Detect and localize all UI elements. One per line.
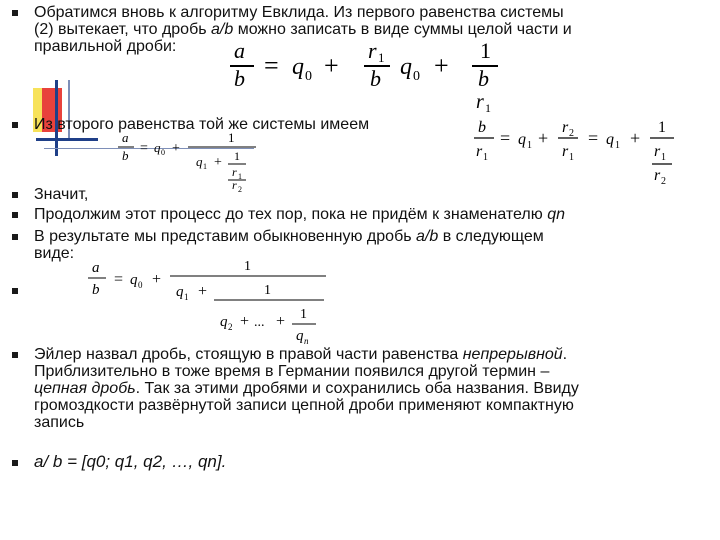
formula-symbol: +: [434, 51, 449, 80]
formula-symbol: ...: [254, 315, 265, 330]
paragraph-compact-notation: [34, 452, 714, 471]
text-line: Значит,: [34, 186, 89, 203]
formula-second-equality: [470, 116, 705, 186]
formula-subscript: 2: [661, 176, 666, 187]
formula-subscript: 2: [569, 128, 574, 139]
formula-subscript: 2: [228, 322, 233, 332]
formula-subscript: n: [304, 336, 309, 346]
formula-symbol: q: [292, 54, 304, 80]
formula-symbol: +: [152, 271, 162, 288]
text-line: запись: [34, 414, 85, 431]
text-span: В результате мы представим обыкновенную дробь: [34, 228, 417, 245]
formula-symbol: 1: [228, 130, 235, 145]
formula-symbol: +: [276, 313, 286, 330]
formula-subscript: 1: [569, 152, 574, 163]
text-line: Из второго равенства той же системы имеем: [34, 116, 370, 133]
formula-symbol: +: [538, 128, 549, 148]
formula-symbol: r: [476, 91, 484, 113]
formula-symbol: r: [562, 143, 569, 160]
formula-symbol: +: [214, 155, 222, 170]
text-line: [34, 206, 714, 223]
formula-subscript: 1: [485, 101, 491, 115]
formula-symbol: q: [400, 54, 412, 80]
text-italic: a/b: [211, 21, 234, 38]
formula-symbol: q: [296, 328, 304, 344]
formula-subscript: 1: [203, 162, 207, 171]
formula-symbol: 1: [480, 38, 491, 63]
text-span: .: [562, 346, 568, 363]
formula-r1-overflow: [472, 90, 502, 114]
text-span: в следующем: [438, 228, 544, 245]
formula-symbol: a: [92, 260, 100, 276]
formula-symbol: q: [130, 272, 138, 288]
text-italic: qn: [547, 206, 565, 223]
formula-symbol: r: [476, 143, 483, 160]
formula-symbol: r: [232, 165, 237, 179]
formula-subscript: 0: [305, 69, 312, 84]
text-span: (2) вытекает, что дробь: [34, 21, 212, 38]
formula-symbol: q: [518, 131, 526, 148]
formula-subscript: 1: [238, 172, 242, 181]
formula-symbol: r: [654, 167, 661, 184]
formula-symbol: b: [370, 66, 381, 91]
bullet-marker: [12, 288, 18, 294]
formula-subscript: 0: [138, 280, 143, 290]
text-line: виде:: [34, 245, 75, 262]
formula-symbol: q: [606, 131, 614, 148]
formula-symbol: +: [324, 51, 339, 80]
formula-subscript: 1: [483, 152, 488, 163]
formula-subscript: 1: [615, 140, 620, 151]
formula-subscript: 1: [661, 152, 666, 163]
formula-symbol: q: [196, 154, 203, 169]
formula-symbol: a: [122, 130, 129, 145]
formula-subscript: 1: [527, 140, 532, 151]
bullet-marker: [12, 460, 18, 466]
formula-symbol: 1: [244, 259, 251, 274]
text-line: [34, 346, 714, 363]
formula-symbol: 1: [300, 307, 307, 322]
text-italic: цепная дробь: [34, 380, 136, 397]
formula-subscript: 2: [238, 185, 242, 194]
formula-symbol: 1: [658, 119, 666, 136]
text-span: Продолжим этот процесс до тех пор, пока не придём к знаменателю: [34, 206, 548, 223]
formula-symbol: +: [198, 283, 208, 300]
text-italic: непрерывной: [462, 346, 563, 363]
paragraph-therefore: [34, 186, 714, 203]
formula-symbol: +: [630, 128, 641, 148]
formula-symbol: +: [240, 313, 250, 330]
bullet-marker: [12, 352, 18, 358]
formula-symbol: =: [500, 128, 511, 148]
text-span: Эйлер назвал дробь, стоящую в правой части равенства: [34, 346, 463, 363]
formula-continued-fraction: [86, 256, 336, 348]
formula-symbol: r: [232, 178, 237, 192]
formula-symbol: b: [92, 282, 100, 298]
formula-symbol: =: [588, 128, 599, 148]
bullet-marker: [12, 192, 18, 198]
text-span: . Так за этими дробями и сохранились оба названия. Ввиду: [135, 380, 579, 397]
formula-symbol: =: [140, 141, 148, 156]
formula-symbol: q: [176, 284, 184, 300]
formula-symbol: q: [220, 314, 228, 330]
text-span: можно записать в виде суммы целой части и: [233, 21, 572, 38]
bullet-marker: [12, 122, 18, 128]
formula-subscript: 0: [161, 148, 165, 157]
text-line: Обратимся вновь к алгоритму Евклида. Из первого равенства системы: [34, 4, 564, 21]
text-italic: a/b: [416, 228, 439, 245]
text-line: громоздкости развёрнутой записи цепной дроби применяют компактную: [34, 397, 574, 414]
text-line: [34, 228, 714, 245]
formula-symbol: b: [478, 66, 489, 91]
text-italic: a/ b = [q0; q1, q2, …, qn].: [34, 452, 227, 471]
formula-symbol: r: [562, 119, 569, 136]
formula-symbol: a: [234, 38, 245, 63]
bullet-marker: [12, 234, 18, 240]
bullet-marker: [12, 10, 18, 16]
formula-symbol: b: [122, 148, 129, 163]
formula-first-equality: [228, 38, 508, 90]
formula-subscript: 0: [413, 69, 420, 84]
formula-symbol: b: [478, 119, 486, 136]
formula-symbol: =: [114, 271, 124, 288]
formula-symbol: =: [264, 51, 279, 80]
formula-symbol: 1: [234, 149, 240, 163]
formula-symbol: r: [654, 143, 661, 160]
text-line: правильной дроби:: [34, 38, 177, 55]
text-line: [34, 21, 714, 38]
formula-symbol: 1: [264, 283, 271, 298]
paragraph-continue-process: [34, 206, 714, 223]
formula-subscript: 1: [378, 50, 385, 65]
formula-symbol: r: [368, 38, 377, 63]
decor-horizontal-line: [36, 138, 98, 141]
text-line: Приблизительно в тоже время в Германии появился другой термин –: [34, 363, 550, 380]
bullet-marker: [12, 212, 18, 218]
formula-symbol: b: [234, 66, 245, 91]
text-line: [34, 380, 714, 397]
formula-two-level-continued-fraction: [116, 130, 266, 194]
formula-subscript: 1: [184, 292, 189, 302]
paragraph-euler: [34, 346, 714, 431]
formula-symbol: q: [154, 140, 161, 155]
formula-symbol: +: [172, 141, 180, 156]
